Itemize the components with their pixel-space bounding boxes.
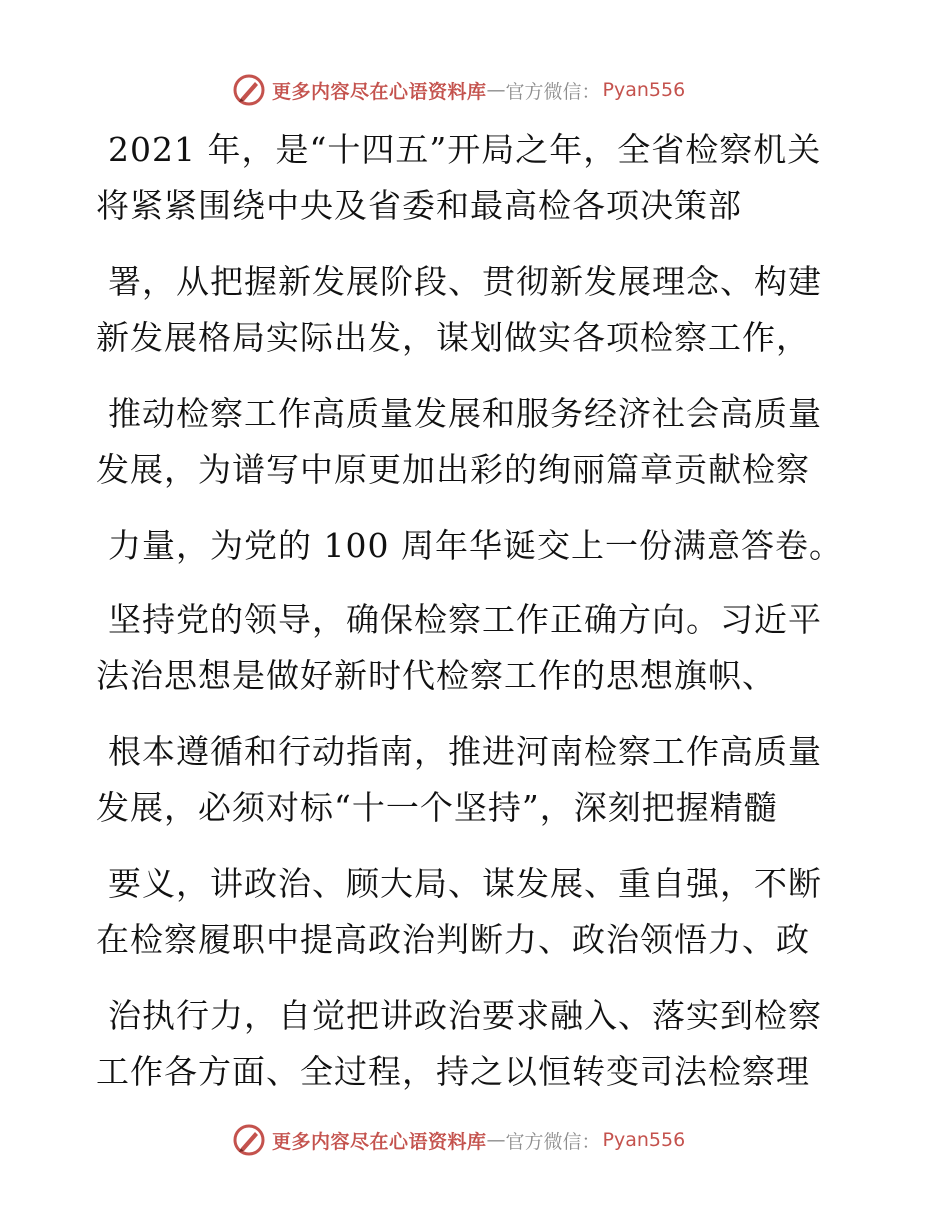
text-line: 在检察履职中提高政治判断力、政治领悟力、政 [96, 920, 810, 959]
text-line: 坚持党的领导，确保检察工作正确方向。习近平 [108, 600, 822, 639]
banner-wechat-label: 官方微信： [505, 1130, 601, 1153]
text-line: 将紧紧围绕中央及省委和最高检各项决策部 [96, 186, 742, 225]
text-line: 2021 年，是“十四五”开局之年，全省检察机关 [108, 130, 822, 169]
pen-logo-icon [232, 73, 266, 107]
text-line: 力量，为党的 100 周年华诞交上一份满意答卷。 [108, 526, 843, 565]
text-line: 发展，必须对标“十一个坚持”，深刻把握精髓 [96, 788, 778, 827]
text-line: 工作各方面、全过程，持之以恒转变司法检察理 [96, 1052, 810, 1091]
text-line: 治执行力，自觉把讲政治要求融入、落实到检察 [108, 996, 822, 1035]
text-line: 推动检察工作高质量发展和服务经济社会高质量 [108, 394, 822, 433]
text-line: 新发展格局实际出发，谋划做实各项检察工作， [96, 318, 810, 357]
pen-logo-icon [232, 1123, 266, 1157]
banner-title: 更多内容尽在心语资料库 [272, 1130, 487, 1153]
text-line: 署，从把握新发展阶段、贯彻新发展理念、构建 [108, 262, 822, 301]
banner-account: Pyan556 [602, 79, 686, 101]
banner-dash: — [486, 79, 506, 101]
text-line: 根本遵循和行动指南，推进河南检察工作高质量 [108, 732, 822, 771]
text-line: 法治思想是做好新时代检察工作的思想旗帜、 [96, 656, 776, 695]
header-watermark-banner [232, 72, 685, 108]
text-line: 发展，为谱写中原更加出彩的绚丽篇章贡献检察 [96, 450, 810, 489]
banner-account: Pyan556 [602, 1129, 686, 1151]
footer-watermark-banner [232, 1122, 685, 1158]
text-line: 要义，讲政治、顾大局、谋发展、重自强，不断 [108, 864, 822, 903]
banner-wechat-label: 官方微信： [505, 80, 601, 103]
banner-dash: — [486, 1129, 506, 1151]
banner-title: 更多内容尽在心语资料库 [272, 80, 487, 103]
